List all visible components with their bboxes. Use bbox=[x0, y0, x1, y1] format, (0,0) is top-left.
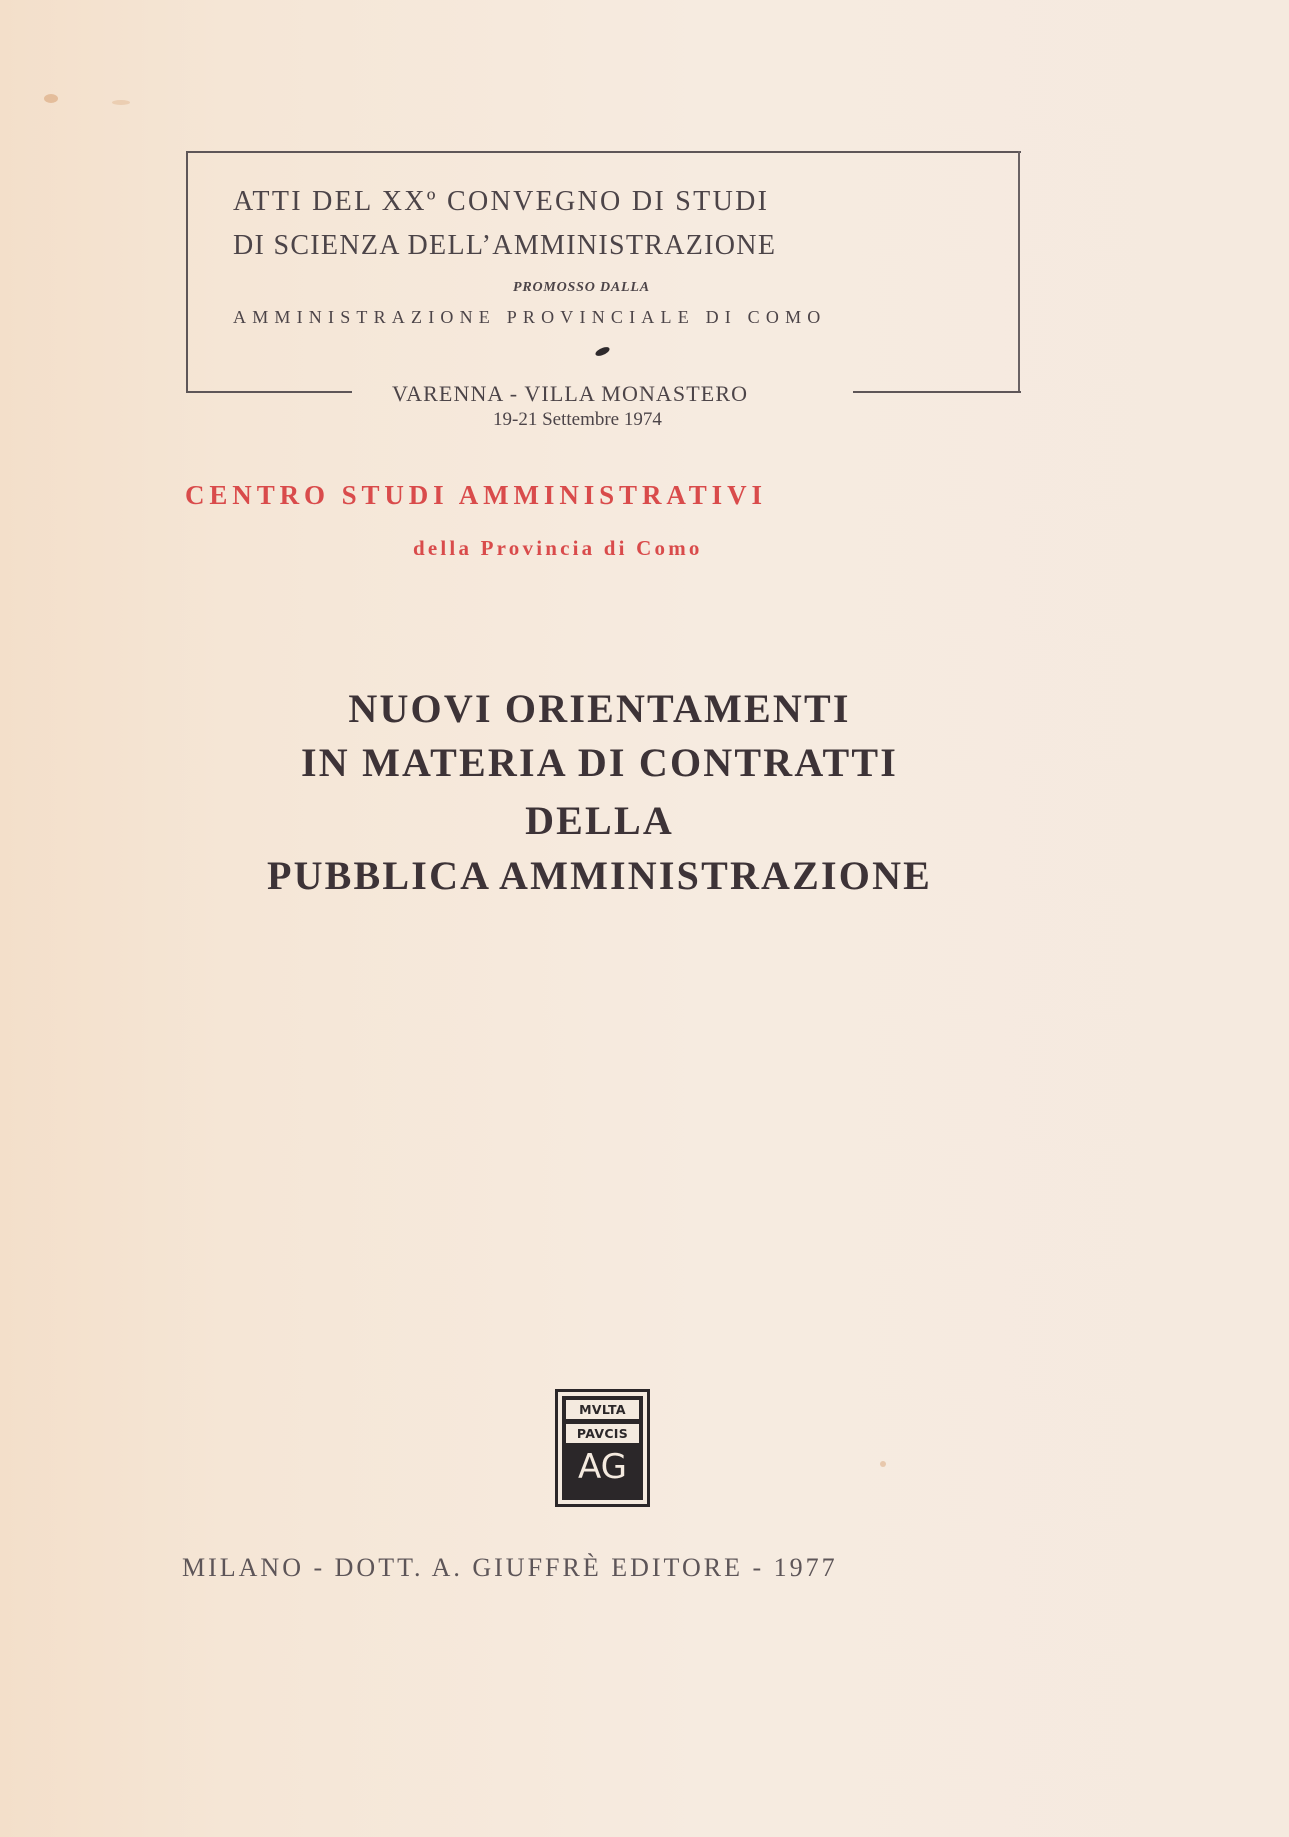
logo-dark-panel bbox=[562, 1396, 643, 1500]
book-title-line-3: DELLA bbox=[525, 798, 674, 843]
conference-title-line-2: DI SCIENZA DELL’AMMINISTRAZIONE bbox=[233, 230, 777, 261]
promoted-by-label: PROMOSSO DALLA bbox=[513, 280, 650, 295]
book-title-line-2: IN MATERIA DI CONTRATTI bbox=[301, 740, 898, 785]
publisher-imprint: MILANO - DOTT. A. GIUFFRÈ EDITORE - 1977 bbox=[182, 1553, 838, 1582]
organizer-subtitle: della Provincia di Como bbox=[413, 536, 703, 560]
promoter-name: AMMINISTRAZIONE PROVINCIALE DI COMO bbox=[233, 307, 827, 327]
frame-bottom-left-rule bbox=[186, 391, 352, 393]
logo-motto-line-1: MVLTA bbox=[566, 1400, 639, 1419]
paper-stain bbox=[112, 100, 130, 105]
paper-stain bbox=[44, 94, 58, 103]
frame-top-rule bbox=[186, 151, 1021, 153]
conference-location: VARENNA - VILLA MONASTERO bbox=[392, 381, 749, 406]
organizer-name: CENTRO STUDI AMMINISTRATIVI bbox=[185, 480, 767, 510]
conference-dates: 19-21 Settembre 1974 bbox=[493, 409, 662, 430]
conference-title-line-1: ATTI DEL XXº CONVEGNO DI STUDI bbox=[233, 186, 770, 217]
logo-motto-line-2: PAVCIS bbox=[566, 1424, 639, 1443]
paper-stain bbox=[880, 1461, 886, 1467]
book-title-line-4: PUBBLICA AMMINISTRAZIONE bbox=[266, 853, 933, 898]
book-title-line-1: NUOVI ORIENTAMENTI bbox=[348, 686, 851, 731]
leaf-ornament-icon bbox=[594, 346, 610, 357]
frame-left-rule bbox=[186, 151, 188, 393]
frame-bottom-right-rule bbox=[853, 391, 1021, 393]
logo-monogram: AG bbox=[577, 1447, 627, 1487]
publisher-logo bbox=[555, 1389, 650, 1507]
frame-right-rule bbox=[1018, 151, 1020, 393]
